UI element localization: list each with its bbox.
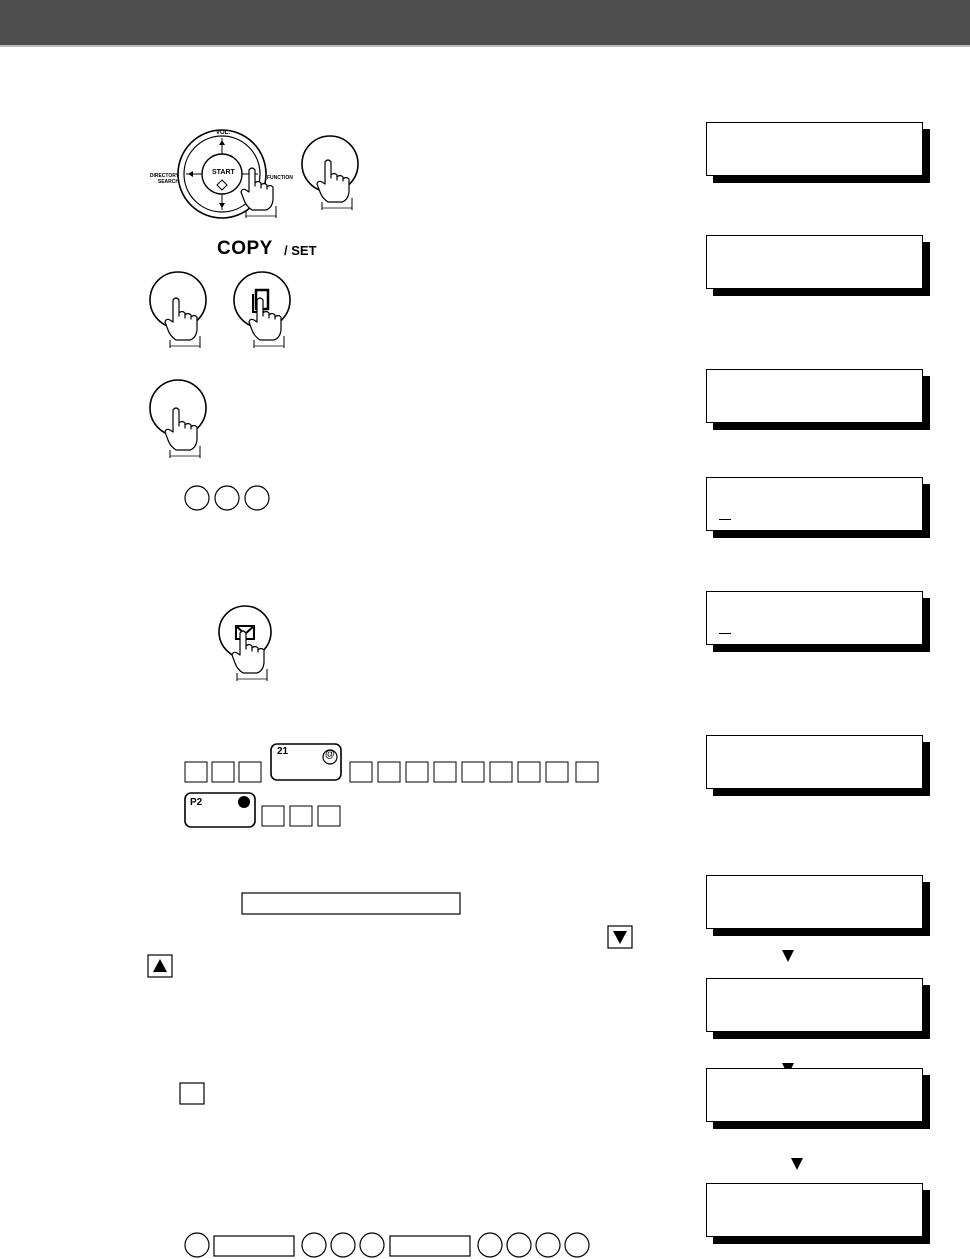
lcd-display [706,369,923,423]
lcd-display [706,1068,923,1122]
copy-key-title: COPY [217,238,273,259]
lcd-display [706,235,923,289]
lcd-display [706,875,923,929]
directory-search-label: DIRECTORY SEARCH [149,173,179,185]
program-key-row [185,793,340,827]
one-touch-key-label: 21 [277,746,289,757]
round-button-key [150,380,206,458]
lcd-display [706,1183,923,1237]
copy-set-label: / SET [284,243,317,258]
round-button-key [150,272,206,348]
character-key-row [185,744,598,782]
up-arrow-key-icon [148,955,172,977]
start-label: START [212,169,235,176]
lcd-display [706,477,923,531]
function-label: FUNCTION [267,175,293,181]
triangle-down-icon [782,950,794,962]
lcd-cursor [719,519,731,521]
email-key [219,606,271,681]
volume-label: VOL. [216,130,231,136]
lcd-display [706,122,923,176]
copy-key [234,272,290,348]
down-arrow-key-icon [608,926,632,948]
lcd-display [706,735,923,789]
lcd-cursor [719,633,731,635]
single-key [180,1083,204,1104]
at-symbol-label: @ [325,749,335,760]
round-button-key [302,136,358,210]
numeric-key-circles [185,486,269,510]
program-key-label: P2 [190,797,203,808]
lcd-display [706,978,923,1032]
lcd-display [706,591,923,645]
text-entry-field [242,893,460,914]
bottom-key-sequence [185,1233,589,1257]
triangle-down-icon [791,1158,803,1170]
